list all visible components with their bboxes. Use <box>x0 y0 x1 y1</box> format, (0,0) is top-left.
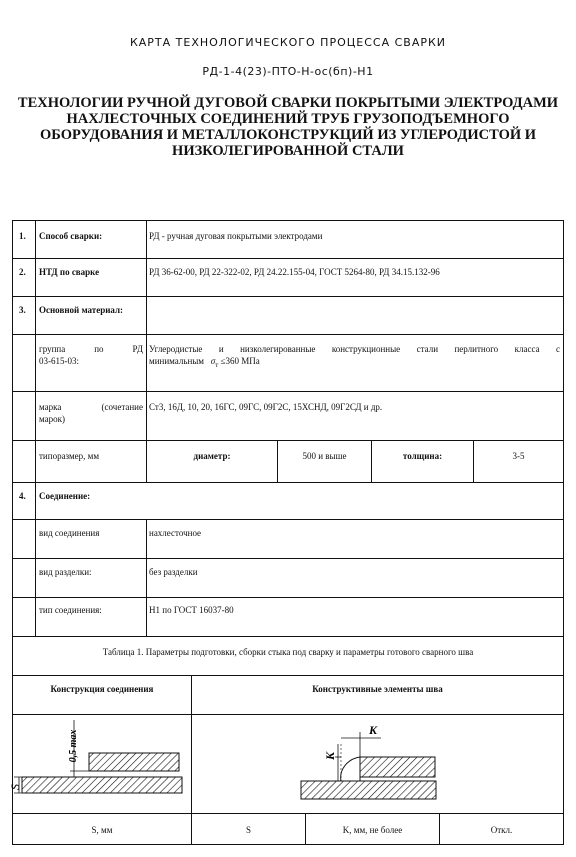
row-number-cell <box>12 391 36 441</box>
footer-s: S <box>245 825 251 835</box>
thickness-value: 3-5 <box>512 451 525 461</box>
joint-type-value: нахлесточное <box>149 528 202 538</box>
bevel-label: вид разделки: <box>39 567 92 577</box>
joint-label: Соединение: <box>39 491 91 501</box>
upper-plate <box>89 753 179 771</box>
upper-plate <box>360 757 435 777</box>
lap-joint-diagram <box>8 714 192 814</box>
diameter-label: диаметр: <box>193 451 231 461</box>
row-number-cell <box>12 440 36 483</box>
column-header-elements: Конструктивные элементы шва <box>312 684 443 694</box>
weld-bead <box>341 757 360 781</box>
grade-label: марка (сочетание <box>39 402 143 412</box>
label-cell <box>35 597 147 637</box>
footer-k-mm: K, мм, не более <box>342 825 403 835</box>
label-cell <box>35 519 147 559</box>
card-title: КАРТА ТЕХНОЛОГИЧЕСКОГО ПРОЦЕССА СВАРКИ <box>129 36 447 49</box>
column-header-cell <box>12 675 192 715</box>
value-cell <box>146 597 564 637</box>
welding-method-value: РД - ручная дуговая покрытыми электродами <box>149 231 323 241</box>
row-number: 2. <box>19 267 26 277</box>
label-cell <box>35 558 147 598</box>
joint-kind-label: тип соединения: <box>39 605 102 615</box>
group-label: группа по РД <box>39 344 143 354</box>
group-value-prefix: минимальным <box>149 356 205 366</box>
value-cell <box>146 519 564 559</box>
grade-value: Ст3, 16Д, 10, 20, 16ГС, 09ГС, 09Г2С, 15ХСНД, 09Г2СД и др. <box>149 402 383 412</box>
welding-method-label: Способ сварки: <box>39 231 103 241</box>
footer-s-mm: S, мм <box>91 825 113 835</box>
group-label-continued: 03-615-03: <box>39 356 79 366</box>
leg-width-label: K <box>368 723 378 737</box>
ntd-value: РД 36-62-00, РД 22-322-02, РД 24.22.155-04, ГОСТ 5264-80, РД 34.15.132-96 <box>149 267 440 277</box>
group-value-suffix: ≤360 МПа <box>220 356 260 366</box>
row-number-cell <box>12 519 36 559</box>
size-label: типоразмер, мм <box>39 451 100 461</box>
joint-kind-value: Н1 по ГОСТ 16037-80 <box>149 605 234 615</box>
base-material-label: Основной материал: <box>39 305 124 315</box>
thickness-dimension-label: S <box>8 784 22 790</box>
row-number-cell <box>12 558 36 598</box>
value-cell <box>146 391 564 441</box>
row-number: 1. <box>19 231 26 241</box>
leg-height-label: K <box>323 751 337 761</box>
sigma-subscript: т <box>215 360 219 369</box>
document-code: РД-1-4(23)-ПТО-Н-ос(бп)-Н1 <box>202 65 374 78</box>
bevel-value: без разделки <box>149 567 198 577</box>
row-number-cell <box>12 597 36 637</box>
lower-plate <box>22 777 182 793</box>
diameter-value: 500 и выше <box>302 451 347 461</box>
sigma-symbol: σ <box>210 356 216 366</box>
lower-plate <box>301 781 436 799</box>
footer-deviation: Откл. <box>490 825 513 835</box>
thickness-label: толщина: <box>402 451 443 461</box>
column-header-construction: Конструкция соединения <box>50 684 154 694</box>
row-number-cell <box>12 334 36 392</box>
weld-elements-diagram <box>191 714 564 814</box>
section-cell <box>35 482 564 520</box>
row-number: 4. <box>19 491 26 501</box>
row-number: 3. <box>19 305 26 315</box>
joint-type-label: вид соединения <box>39 528 100 538</box>
value-cell <box>146 296 564 335</box>
main-title: ТЕХНОЛОГИИ РУЧНОЙ ДУГОВОЙ СВАРКИ ПОКРЫТЫМИ ЭЛЕКТРОДАМИ НАХЛЕСТОЧНЫХ СОЕДИНЕНИЙ ТРУБ ГРУЗОПОДЪЕМНОГО ОБОРУДОВАНИЯ И МЕТАЛЛОКОНСТРУКЦИЙ ИЗ УГЛЕРОДИСТОЙ И НИЗКОЛЕГИРОВАННОЙ СТАЛИ <box>17 95 559 159</box>
value-cell <box>146 558 564 598</box>
group-value-continued <box>149 355 260 371</box>
group-value: Углеродистые и низколегированные конструкционные стали перлитного класса с <box>149 344 560 354</box>
gap-dimension-label: 0,5 max <box>68 729 79 763</box>
column-header-cell <box>191 675 564 715</box>
ntd-label: НТД по сварке <box>39 267 100 277</box>
table-caption: Таблица 1. Параметры подготовки, сборки стыка под сварку и параметры готового сварного шва <box>102 647 474 657</box>
grade-label-continued: марок) <box>39 414 65 424</box>
